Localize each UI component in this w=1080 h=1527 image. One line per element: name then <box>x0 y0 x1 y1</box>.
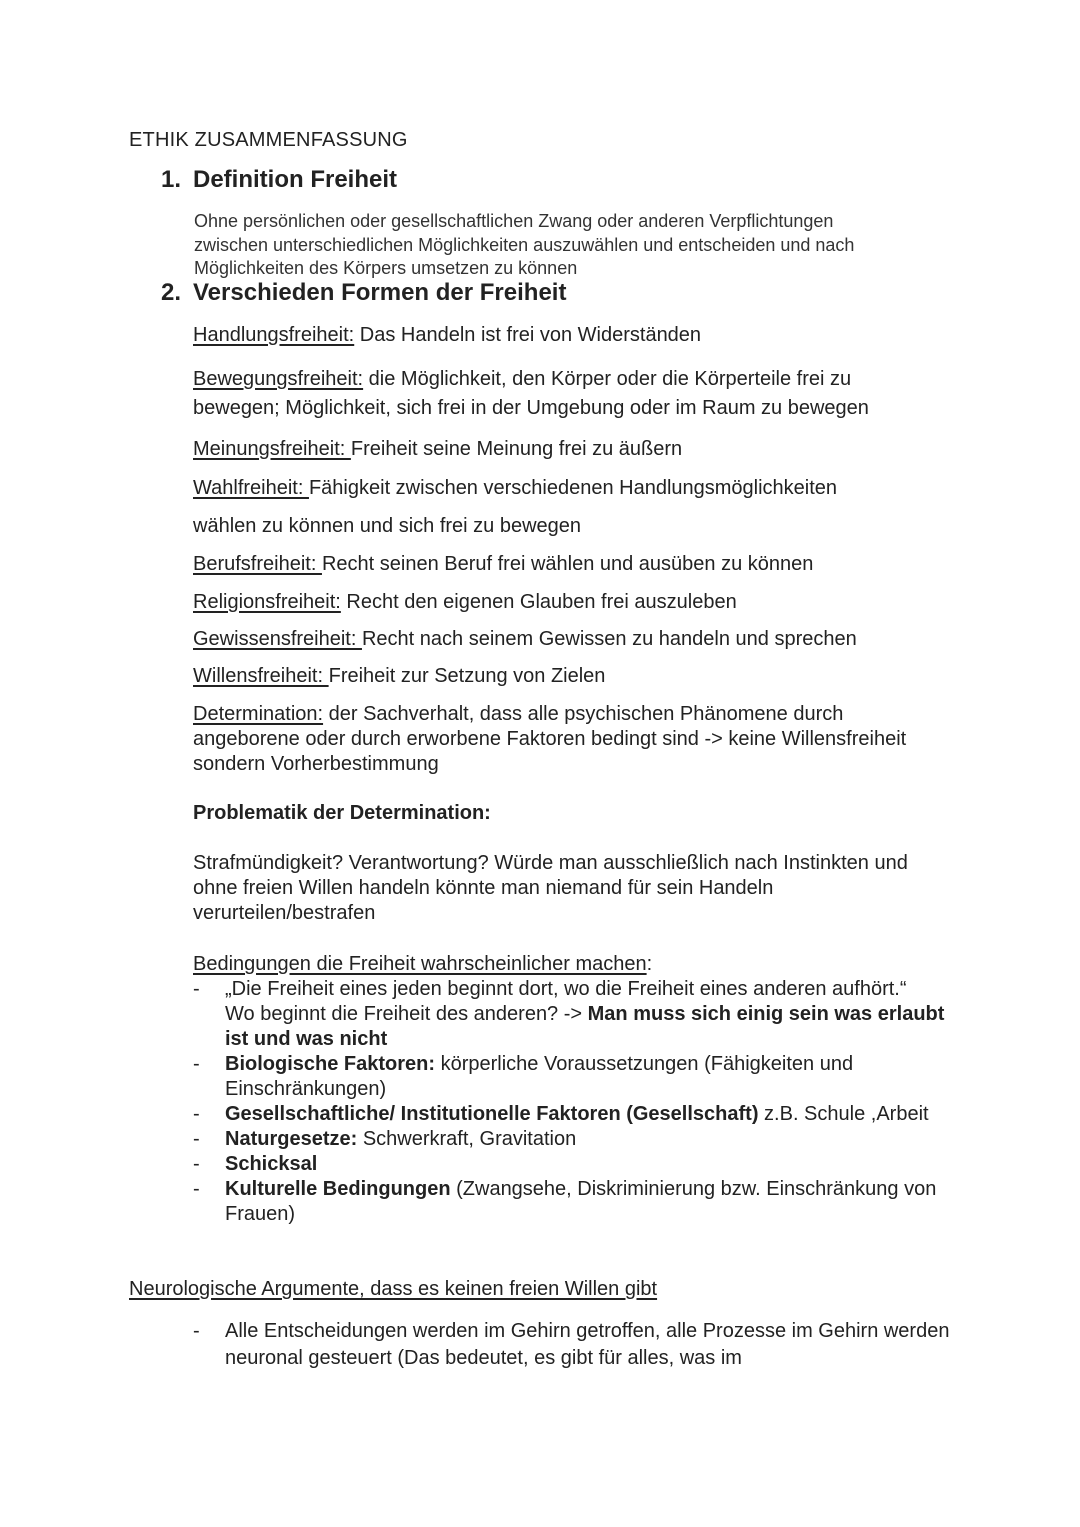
neuro-heading: Neurologische Argumente, dass es keinen freien Willen gibt <box>129 1278 658 1300</box>
item-bold: Naturgesetze: <box>225 1128 358 1150</box>
list-item <box>193 1102 953 1127</box>
list-item <box>193 1177 953 1227</box>
item-bold: Biologische Faktoren: <box>225 1053 436 1075</box>
form-term: Meinungsfreiheit: <box>193 438 351 460</box>
form-term: Berufsfreiheit: <box>193 553 322 575</box>
form-term: Wahlfreiheit: <box>193 477 309 499</box>
section-2-title: Verschieden Formen der Freiheit <box>193 279 567 306</box>
quote-text: - „Die Freiheit eines jeden beginnt dort, wo die Freiheit eines anderen aufhört.“ <box>225 978 907 1000</box>
form-desc-cont: bewegen; Möglichkeit, sich frei in der Umgebung oder im Raum zu bewegen <box>193 397 869 419</box>
form-handlungsfreiheit <box>193 323 701 347</box>
section-1-number: 1. <box>161 166 182 193</box>
form-desc: Recht seinen Beruf frei wählen und ausüben zu können <box>321 553 814 575</box>
conditions-heading-text: Bedingungen die Freiheit wahrscheinlicher machen <box>193 953 647 975</box>
form-desc: Freiheit zur Setzung von Zielen <box>328 665 606 687</box>
form-desc: Fähigkeit zwischen verschiedenen Handlungsmöglichkeiten <box>308 477 838 499</box>
section-1-heading <box>161 166 397 194</box>
form-wahlfreiheit <box>193 476 837 538</box>
item-text: körperliche Voraussetzungen (Fähigkeiten und Einschränkungen) <box>225 1053 854 1100</box>
list-item <box>193 1052 953 1102</box>
determination-paragraph <box>193 702 953 777</box>
conditions-list <box>193 977 953 1227</box>
form-term: Bewegungsfreiheit: <box>193 368 364 390</box>
definition-line: Ohne persönlichen oder gesellschaftlichen Zwang oder anderen Verpflichtungen <box>194 211 834 231</box>
answer-text: Man muss sich einig sein was erlaubt ist und was nicht <box>225 1003 945 1050</box>
determination-text: der Sachverhalt, dass alle psychischen Phänomene durch angeborene oder durch erworbene Faktoren bedingt sind -> keine Willensfreiheit sondern Vorherbestimmung <box>193 703 907 775</box>
definition-line: zwischen unterschiedlichen Möglichkeiten auszuwählen und entscheiden und nach <box>194 234 855 255</box>
form-desc: Recht den eigenen Glauben frei auszuleben <box>340 591 737 613</box>
item-text: (Zwangsehe, Diskriminierung bzw. Einschränkung von Frauen) <box>225 1178 937 1225</box>
item-bold: Gesellschaftliche/ Institutionelle Faktoren (Gesellschaft) <box>225 1103 759 1125</box>
form-desc: Recht nach seinem Gewissen zu handeln und sprechen <box>361 628 857 650</box>
neuro-list <box>193 1318 953 1372</box>
form-berufsfreiheit <box>193 552 813 576</box>
list-item: - Alle Entscheidungen werden im Gehirn getroffen, alle Prozesse im Gehirn werden neuronal gesteuert (Das bedeutet, es gibt für alles, was im <box>193 1318 953 1372</box>
form-bewegungsfreiheit <box>193 365 869 423</box>
determination-term: Determination: <box>193 703 324 725</box>
form-desc: Das Handeln ist frei von Widerständen <box>354 324 702 346</box>
form-willensfreiheit <box>193 664 605 688</box>
form-religionsfreiheit <box>193 590 737 614</box>
form-desc-cont: wählen zu können und sich frei zu bewegen <box>193 515 582 537</box>
conditions-colon: : <box>646 953 653 975</box>
form-meinungsfreiheit <box>193 437 682 461</box>
item-bold: Schicksal <box>225 1153 318 1175</box>
form-term: Willensfreiheit: <box>193 665 329 687</box>
list-item <box>193 1152 953 1177</box>
document-title: ETHIK ZUSAMMENFASSUNG <box>129 129 408 151</box>
question-text: Wo beginnt die Freiheit des anderen? -> <box>225 1003 588 1025</box>
conditions-heading <box>193 952 953 977</box>
definition-text <box>194 210 954 281</box>
form-term: Handlungsfreiheit: <box>193 324 355 346</box>
problem-heading: Problematik der Determination: <box>193 802 491 824</box>
form-term: Religionsfreiheit: <box>193 591 341 613</box>
section-1-title: Definition Freiheit <box>193 166 397 193</box>
item-text: z.B. Schule ,Arbeit <box>758 1103 929 1125</box>
form-desc: die Möglichkeit, den Körper oder die Körperteile frei zu <box>363 368 852 390</box>
item-text: Schwerkraft, Gravitation <box>357 1128 577 1150</box>
section-2-number: 2. <box>161 279 182 306</box>
list-item <box>193 1127 953 1152</box>
definition-line: Möglichkeiten des Körpers umsetzen zu können <box>194 258 578 278</box>
form-desc: Freiheit seine Meinung frei zu äußern <box>350 438 683 460</box>
item-bold: Kulturelle Bedingungen <box>225 1178 451 1200</box>
form-term: Gewissensfreiheit: <box>193 628 362 650</box>
section-2-heading <box>161 279 566 307</box>
list-item <box>193 977 953 1052</box>
form-gewissensfreiheit <box>193 627 857 651</box>
problem-text: Strafmündigkeit? Verantwortung? Würde man ausschließlich nach Instinkten und ohne freien Willen handeln könnte man niemand für sein Handeln verurteilen/bestrafen <box>193 852 908 924</box>
